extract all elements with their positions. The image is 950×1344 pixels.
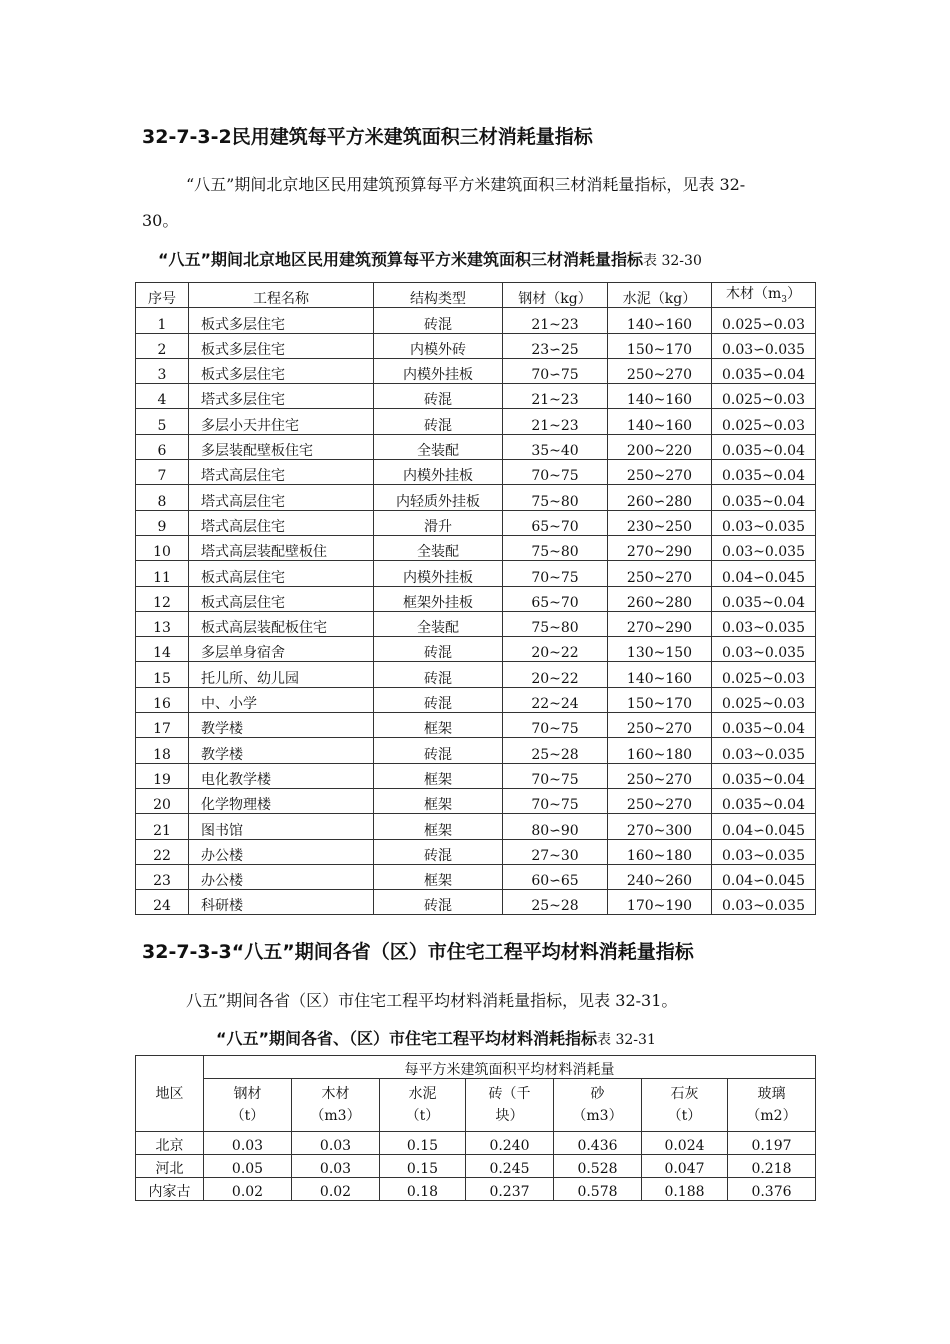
table-row — [136, 485, 816, 510]
caption-number: 表 32-31 — [597, 1032, 656, 1048]
table-row — [136, 1155, 816, 1178]
cell-seq: 3 — [136, 358, 189, 383]
cell-timber: 0.03~0.035 — [712, 738, 816, 763]
cell-structure-type: 砖混 — [374, 687, 503, 712]
header-material — [292, 1079, 380, 1132]
cell-cement: 250~270 — [608, 561, 712, 586]
cell-structure-type: 砖混 — [374, 384, 503, 409]
cell-timber: 0.035~0.04 — [712, 460, 816, 485]
cell-seq: 5 — [136, 409, 189, 434]
cell-steel: 70~75 — [503, 788, 608, 813]
intro-paragraph-line2: 30。 — [142, 211, 179, 230]
cell-cement: 270~300 — [608, 814, 712, 839]
cell-structure-type: 全装配 — [374, 434, 503, 459]
cell-seq: 15 — [136, 662, 189, 687]
cell-cement: 160~180 — [608, 738, 712, 763]
table-row — [136, 308, 816, 333]
cell-cement: 200~220 — [608, 434, 712, 459]
cell-timber: 0.025~0.03 — [712, 687, 816, 712]
cell-seq: 13 — [136, 611, 189, 636]
cell-project-name: 板式高层住宅 — [189, 561, 374, 586]
cell-structure-type: 砖混 — [374, 738, 503, 763]
material-name: 玻璃 — [757, 1086, 786, 1102]
table-row — [136, 1132, 816, 1155]
table-row — [136, 864, 816, 889]
cell-seq: 18 — [136, 738, 189, 763]
material-name: 砖（千 — [488, 1086, 531, 1102]
cell-seq: 12 — [136, 586, 189, 611]
table-row — [136, 763, 816, 788]
table-header-row — [136, 283, 816, 308]
cell-timber: 0.04∽0.045 — [712, 561, 816, 586]
cell-steel: 23∽25 — [503, 333, 608, 358]
cell-value: 0.578 — [554, 1178, 642, 1201]
cell-steel: 70~75 — [503, 561, 608, 586]
cell-seq: 22 — [136, 839, 189, 864]
cell-timber: 0.03∽0.035 — [712, 333, 816, 358]
intro-paragraph-line1: “八五”期间北京地区民用建筑预算每平方米建筑面积三材消耗量指标，见表 32- — [186, 175, 746, 194]
table-row — [136, 839, 816, 864]
cell-seq: 16 — [136, 687, 189, 712]
cell-project-name: 板式多层住宅 — [189, 333, 374, 358]
table-32-30 — [135, 282, 816, 915]
cell-steel: 25~28 — [503, 738, 608, 763]
table-row — [136, 687, 816, 712]
cell-region: 北京 — [136, 1132, 204, 1155]
table-row — [136, 561, 816, 586]
cell-cement: 140∽160 — [608, 308, 712, 333]
cell-region: 河北 — [136, 1155, 204, 1178]
cell-seq: 10 — [136, 535, 189, 560]
cell-value: 0.02 — [204, 1178, 292, 1201]
cell-steel: 21~23 — [503, 409, 608, 434]
cell-value: 0.18 — [380, 1178, 466, 1201]
cell-timber: 0.035~0.04 — [712, 788, 816, 813]
header-material — [728, 1079, 816, 1132]
cell-cement: 260∽280 — [608, 485, 712, 510]
cell-timber: 0.025~0.03 — [712, 384, 816, 409]
material-name: 石灰 — [670, 1086, 699, 1102]
cell-value: 0.197 — [728, 1132, 816, 1155]
cell-structure-type: 框架 — [374, 713, 503, 738]
cell-steel: 70~75 — [503, 713, 608, 738]
cell-cement: 130~150 — [608, 637, 712, 662]
cell-project-name: 中、小学 — [189, 687, 374, 712]
cell-value: 0.047 — [642, 1155, 728, 1178]
header-structure-type: 结构类型 — [374, 283, 503, 308]
cell-structure-type: 全装配 — [374, 611, 503, 636]
cell-structure-type: 砖混 — [374, 637, 503, 662]
header-project-name: 工程名称 — [189, 283, 374, 308]
cell-cement: 250~270 — [608, 788, 712, 813]
cell-seq: 14 — [136, 637, 189, 662]
table-row — [136, 814, 816, 839]
cell-steel: 65~70 — [503, 586, 608, 611]
table-row — [136, 1178, 816, 1201]
cell-timber: 0.03~0.035 — [712, 890, 816, 915]
cell-cement: 270~290 — [608, 535, 712, 560]
cell-project-name: 塔式多层住宅 — [189, 384, 374, 409]
caption-number: 表 32-30 — [643, 253, 702, 269]
cell-structure-type: 滑升 — [374, 510, 503, 535]
table-row — [136, 890, 816, 915]
cell-project-name: 多层装配壁板住宅 — [189, 434, 374, 459]
cell-steel: 75~80 — [503, 535, 608, 560]
material-unit: （m3） — [310, 1108, 361, 1124]
cell-cement: 150~170 — [608, 333, 712, 358]
cell-value: 0.240 — [466, 1132, 554, 1155]
cell-cement: 160~180 — [608, 839, 712, 864]
cell-project-name: 托儿所、幼儿园 — [189, 662, 374, 687]
heading-number: 32-7-3-2 — [142, 126, 232, 148]
heading-text: 民用建筑每平方米建筑面积三材消耗量指标 — [231, 126, 593, 148]
cell-steel: 25~28 — [503, 890, 608, 915]
cell-seq: 2 — [136, 333, 189, 358]
cell-timber: 0.04∽0.045 — [712, 864, 816, 889]
cell-cement: 250~270 — [608, 713, 712, 738]
heading-text: “八五”期间各省（区）市住宅工程平均材料消耗量指标 — [231, 941, 694, 963]
cell-cement: 260~280 — [608, 586, 712, 611]
cell-cement: 250~270 — [608, 358, 712, 383]
caption-text: “八五”期间各省、（区）市住宅工程平均材料消耗指标 — [216, 1029, 598, 1048]
cell-value: 0.15 — [380, 1155, 466, 1178]
cell-value: 0.188 — [642, 1178, 728, 1201]
cell-value: 0.024 — [642, 1132, 728, 1155]
cell-cement: 270~290 — [608, 611, 712, 636]
cell-steel: 80∽90 — [503, 814, 608, 839]
table-caption-32-31 — [216, 1026, 656, 1049]
cell-seq: 19 — [136, 763, 189, 788]
header-timber-close: ） — [787, 285, 801, 302]
cell-timber: 0.03~0.035 — [712, 611, 816, 636]
cell-structure-type: 砖混 — [374, 662, 503, 687]
header-material — [204, 1079, 292, 1132]
cell-seq: 23 — [136, 864, 189, 889]
table-row — [136, 611, 816, 636]
cell-seq: 8 — [136, 485, 189, 510]
material-unit: （m3） — [572, 1108, 623, 1124]
cell-project-name: 图书馆 — [189, 814, 374, 839]
header-material — [642, 1079, 728, 1132]
cell-project-name: 电化教学楼 — [189, 763, 374, 788]
cell-steel: 20~22 — [503, 662, 608, 687]
header-steel: 钢材（kg） — [503, 283, 608, 308]
cell-value: 0.03 — [292, 1155, 380, 1178]
header-material — [554, 1079, 642, 1132]
cell-timber: 0.035~0.04 — [712, 434, 816, 459]
table2-group-row — [136, 1056, 816, 1079]
cell-value: 0.02 — [292, 1178, 380, 1201]
table-row — [136, 358, 816, 383]
cell-cement: 170~190 — [608, 890, 712, 915]
table-row — [136, 637, 816, 662]
cell-cement: 150~170 — [608, 687, 712, 712]
cell-structure-type: 内模外挂板 — [374, 460, 503, 485]
cell-structure-type: 内轻质外挂板 — [374, 485, 503, 510]
table-row — [136, 434, 816, 459]
cell-project-name: 教学楼 — [189, 713, 374, 738]
cell-cement: 240~260 — [608, 864, 712, 889]
cell-structure-type: 砖混 — [374, 409, 503, 434]
cell-region: 内家古 — [136, 1178, 204, 1201]
cell-cement: 230~250 — [608, 510, 712, 535]
cell-timber: 0.035~0.04 — [712, 713, 816, 738]
header-seq: 序号 — [136, 283, 189, 308]
cell-structure-type: 砖混 — [374, 839, 503, 864]
cell-project-name: 板式多层住宅 — [189, 358, 374, 383]
cell-steel: 60∽65 — [503, 864, 608, 889]
table-caption-32-30 — [158, 247, 702, 270]
material-name: 水泥 — [408, 1086, 437, 1102]
cell-steel: 70~75 — [503, 763, 608, 788]
section2-paragraph: 八五”期间各省（区）市住宅工程平均材料消耗量指标，见表 32-31。 — [186, 991, 678, 1010]
cell-steel: 20~22 — [503, 637, 608, 662]
header-material — [380, 1079, 466, 1132]
table-row — [136, 788, 816, 813]
cell-project-name: 塔式高层住宅 — [189, 485, 374, 510]
heading-number: 32-7-3-3 — [142, 941, 232, 963]
table-row — [136, 586, 816, 611]
cell-structure-type: 全装配 — [374, 535, 503, 560]
cell-value: 0.218 — [728, 1155, 816, 1178]
material-unit: （t） — [405, 1108, 440, 1124]
material-unit: （t） — [667, 1108, 702, 1124]
cell-cement: 250~270 — [608, 763, 712, 788]
cell-seq: 24 — [136, 890, 189, 915]
cell-seq: 6 — [136, 434, 189, 459]
cell-steel: 35~40 — [503, 434, 608, 459]
table-row — [136, 662, 816, 687]
cell-steel: 65~70 — [503, 510, 608, 535]
cell-steel: 70∽75 — [503, 358, 608, 383]
cell-project-name: 多层单身宿舍 — [189, 637, 374, 662]
cell-cement: 140~160 — [608, 662, 712, 687]
cell-steel: 75~80 — [503, 485, 608, 510]
header-cement: 水泥（kg） — [608, 283, 712, 308]
table-32-31 — [135, 1055, 816, 1201]
cell-seq: 21 — [136, 814, 189, 839]
header-timber — [712, 283, 816, 308]
cell-project-name: 多层小天井住宅 — [189, 409, 374, 434]
header-material — [466, 1079, 554, 1132]
cell-project-name: 塔式高层住宅 — [189, 510, 374, 535]
material-name: 钢材 — [233, 1086, 262, 1102]
cell-project-name: 板式高层住宅 — [189, 586, 374, 611]
cell-project-name: 塔式高层住宅 — [189, 460, 374, 485]
cell-value: 0.03 — [204, 1132, 292, 1155]
cell-timber: 0.035~0.04 — [712, 763, 816, 788]
table-row — [136, 738, 816, 763]
cell-structure-type: 框架 — [374, 763, 503, 788]
cell-structure-type: 砖混 — [374, 890, 503, 915]
cell-value: 0.245 — [466, 1155, 554, 1178]
cell-project-name: 板式多层住宅 — [189, 308, 374, 333]
table-row — [136, 384, 816, 409]
cell-seq: 20 — [136, 788, 189, 813]
header-timber-label: 木材（m — [725, 285, 782, 302]
cell-structure-type: 内模外挂板 — [374, 561, 503, 586]
cell-value: 0.376 — [728, 1178, 816, 1201]
cell-structure-type: 框架 — [374, 864, 503, 889]
cell-cement: 250~270 — [608, 460, 712, 485]
cell-timber: 0.03~0.035 — [712, 637, 816, 662]
cell-cement: 140~160 — [608, 384, 712, 409]
cell-structure-type: 内模外挂板 — [374, 358, 503, 383]
cell-steel: 21~23 — [503, 384, 608, 409]
cell-project-name: 板式高层装配板住宅 — [189, 611, 374, 636]
section-heading-32-7-3-3 — [142, 937, 694, 964]
cell-structure-type: 框架外挂板 — [374, 586, 503, 611]
cell-project-name: 化学物理楼 — [189, 788, 374, 813]
cell-seq: 4 — [136, 384, 189, 409]
cell-structure-type: 内模外砖 — [374, 333, 503, 358]
cell-project-name: 科研楼 — [189, 890, 374, 915]
cell-steel: 75~80 — [503, 611, 608, 636]
material-unit: （t） — [230, 1108, 265, 1124]
cell-project-name: 教学楼 — [189, 738, 374, 763]
header-group: 每平方米建筑面积平均材料消耗量 — [204, 1056, 816, 1079]
cell-project-name: 办公楼 — [189, 864, 374, 889]
cell-project-name: 塔式高层装配壁板住 — [189, 535, 374, 560]
header-timber-exp: 3 — [781, 294, 787, 305]
cell-timber: 0.035~0.04 — [712, 485, 816, 510]
material-name: 木材 — [321, 1086, 350, 1102]
cell-timber: 0.035~0.04 — [712, 586, 816, 611]
table-row — [136, 713, 816, 738]
table-row — [136, 510, 816, 535]
cell-seq: 17 — [136, 713, 189, 738]
table2-column-row — [136, 1079, 816, 1132]
table-row — [136, 409, 816, 434]
cell-seq: 1 — [136, 308, 189, 333]
cell-cement: 140~160 — [608, 409, 712, 434]
cell-steel: 22~24 — [503, 687, 608, 712]
cell-timber: 0.025~0.03 — [712, 409, 816, 434]
cell-structure-type: 框架 — [374, 788, 503, 813]
cell-timber: 0.03~0.035 — [712, 510, 816, 535]
material-unit: （m2） — [746, 1108, 797, 1124]
table-row — [136, 333, 816, 358]
cell-timber: 0.035∽0.04 — [712, 358, 816, 383]
cell-value: 0.03 — [292, 1132, 380, 1155]
cell-timber: 0.03~0.035 — [712, 839, 816, 864]
cell-value: 0.15 — [380, 1132, 466, 1155]
table-row — [136, 535, 816, 560]
cell-seq: 7 — [136, 460, 189, 485]
cell-steel: 27~30 — [503, 839, 608, 864]
cell-project-name: 办公楼 — [189, 839, 374, 864]
cell-value: 0.436 — [554, 1132, 642, 1155]
cell-value: 0.237 — [466, 1178, 554, 1201]
cell-seq: 11 — [136, 561, 189, 586]
cell-steel: 70~75 — [503, 460, 608, 485]
cell-steel: 21~23 — [503, 308, 608, 333]
material-name: 砂 — [590, 1086, 605, 1102]
table-row — [136, 460, 816, 485]
header-region: 地区 — [136, 1056, 204, 1132]
cell-structure-type: 框架 — [374, 814, 503, 839]
cell-timber: 0.03~0.035 — [712, 535, 816, 560]
cell-value: 0.528 — [554, 1155, 642, 1178]
cell-seq: 9 — [136, 510, 189, 535]
cell-timber: 0.025~0.03 — [712, 662, 816, 687]
cell-structure-type: 砖混 — [374, 308, 503, 333]
material-unit: 块） — [495, 1108, 524, 1124]
cell-timber: 0.04∽0.045 — [712, 814, 816, 839]
section-heading-32-7-3-2 — [142, 122, 593, 149]
cell-value: 0.05 — [204, 1155, 292, 1178]
cell-timber: 0.025∽0.03 — [712, 308, 816, 333]
caption-text: “八五”期间北京地区民用建筑预算每平方米建筑面积三材消耗量指标 — [158, 250, 644, 269]
